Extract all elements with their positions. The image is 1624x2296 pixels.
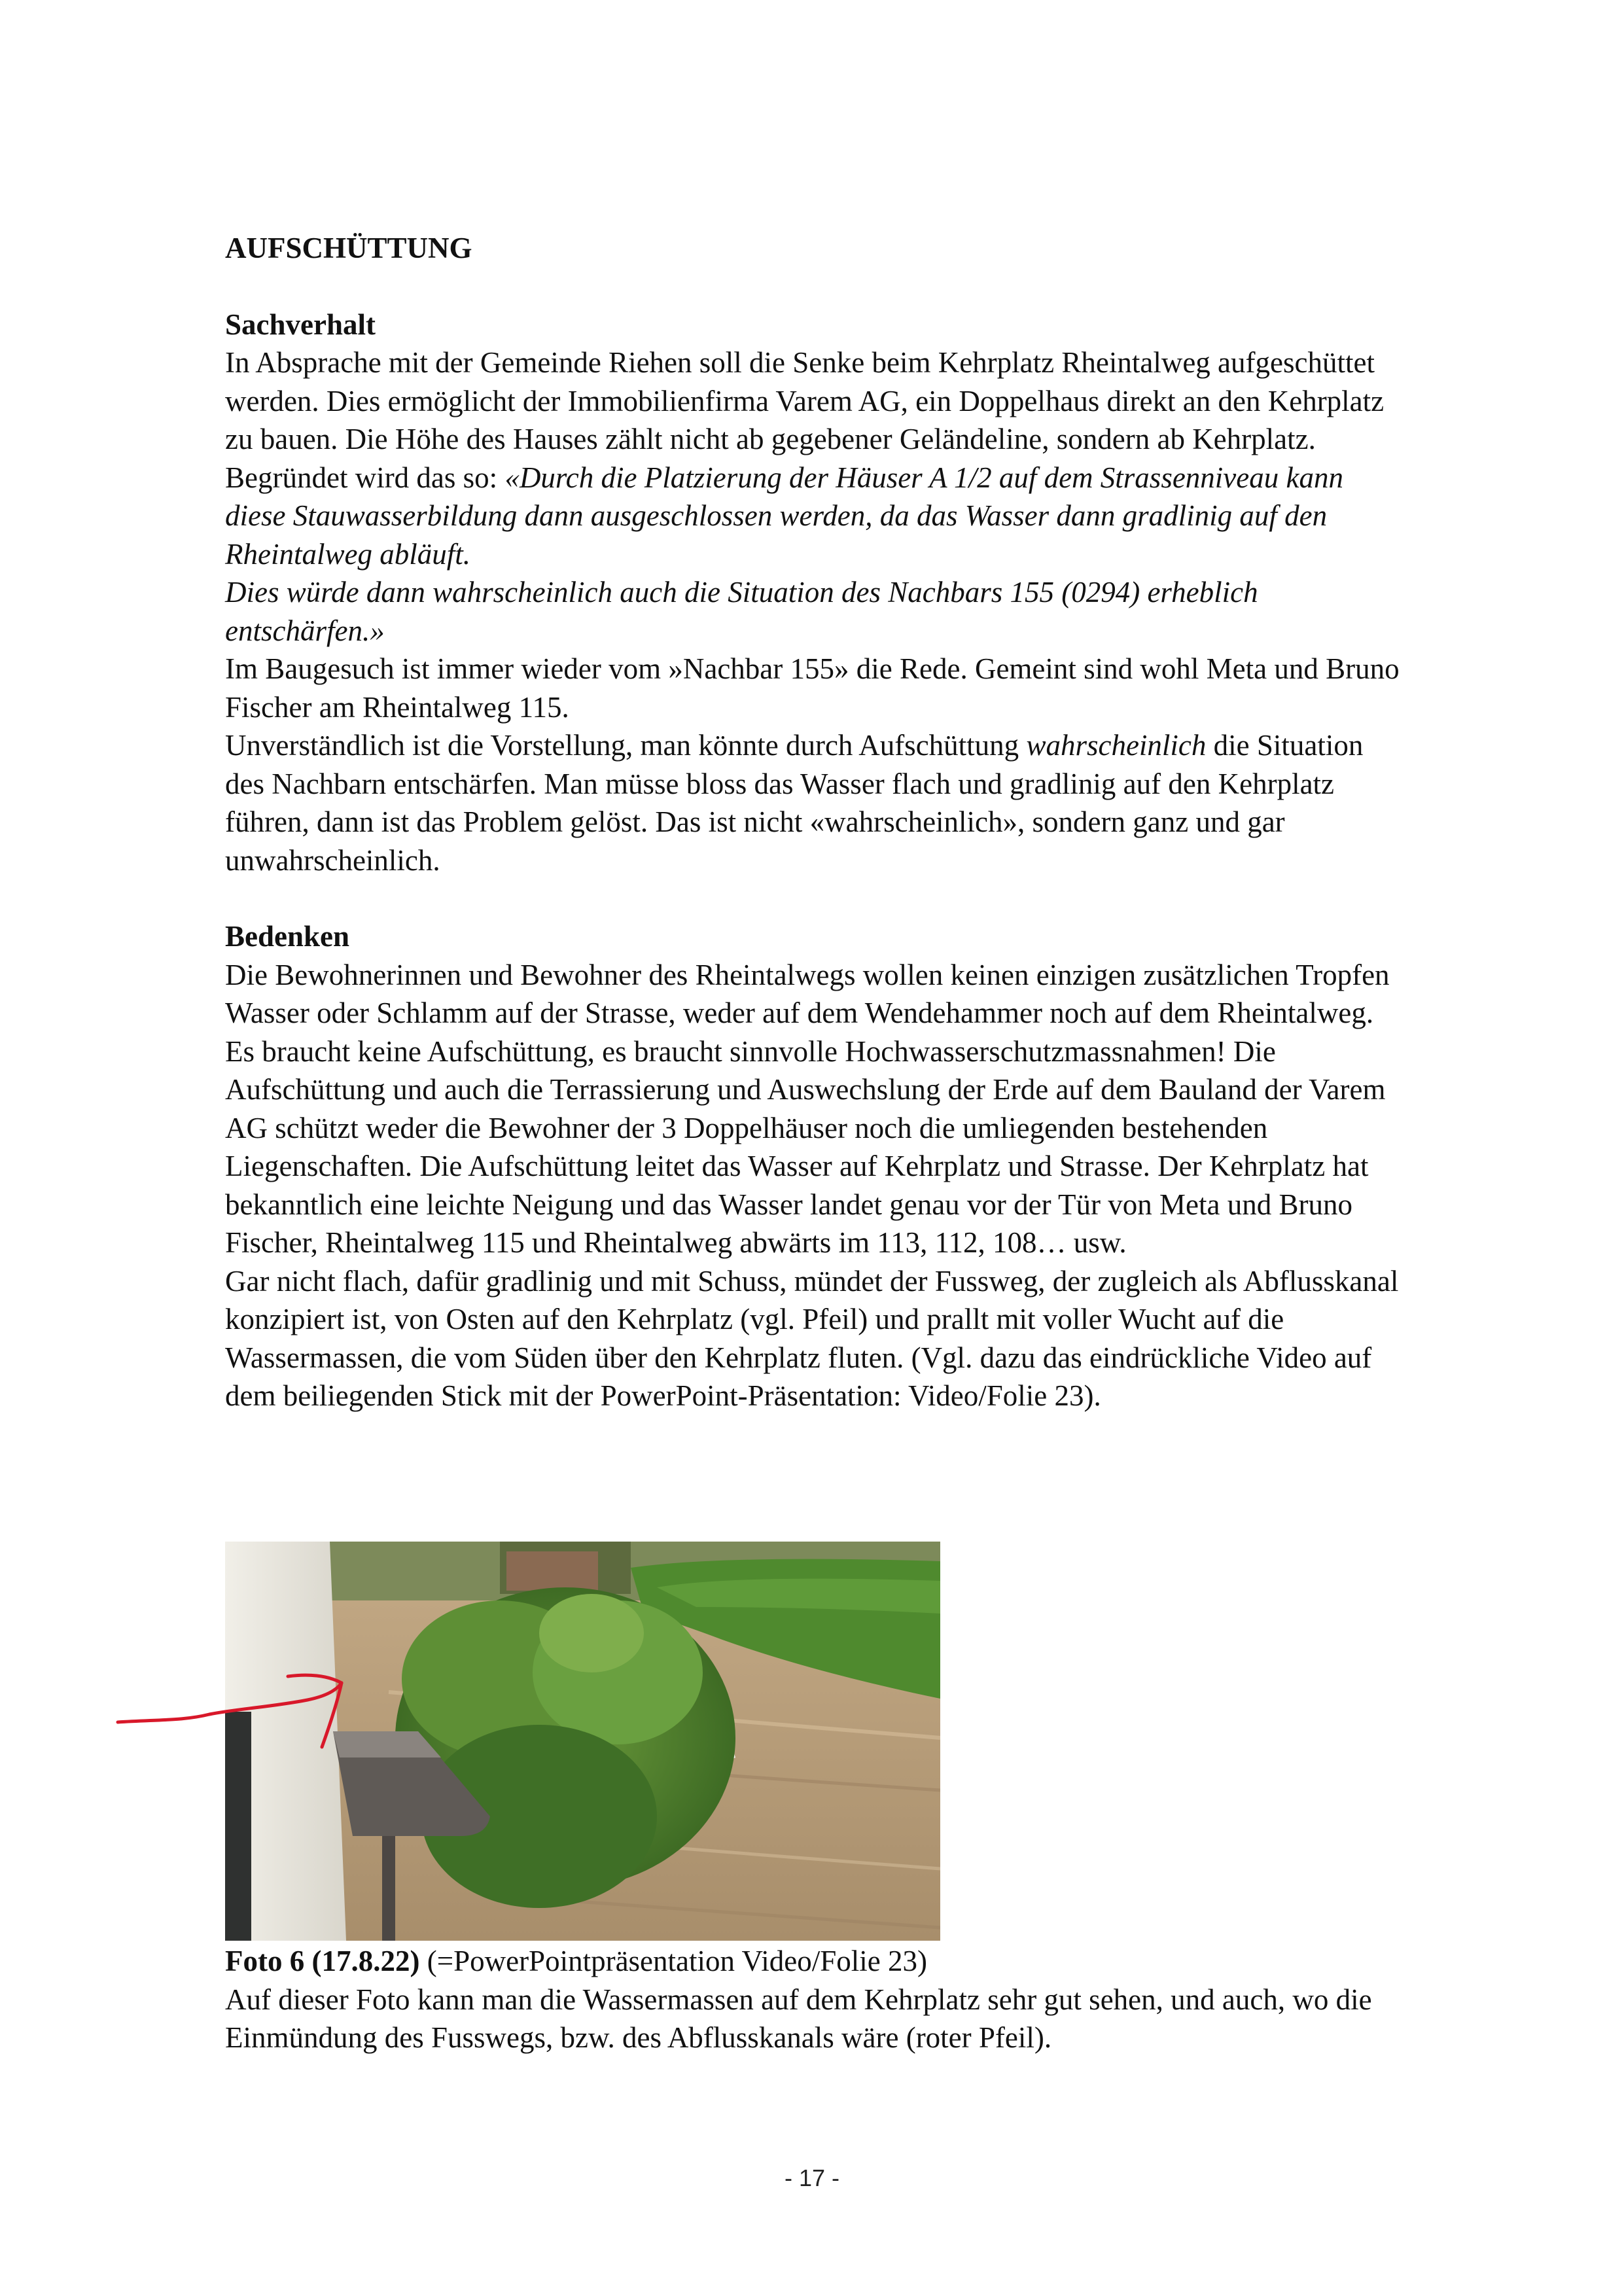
main-text <box>225 229 1403 1415</box>
quote-intro: Begründet wird das so: <box>225 461 505 494</box>
paragraph: In Absprache mit der Gemeinde Riehen soll die Senke beim Kehrplatz Rheintalweg aufgeschüttet werden. Dies ermöglicht der Immobilienfirma Varem AG, ein Doppelhaus direkt an den Kehrplatz zu bauen. Die Höhe des Hauses zählt nicht ab gegebener Geländeline, sondern ab Kehrplatz. <box>225 346 1385 455</box>
paragraph: Gar nicht flach, dafür gradlinig und mit Schuss, mündet der Fussweg, der zugleich als Abflusskanal konzipiert ist, von Osten auf den Kehrplatz (vgl. Pfeil) und prallt mit voller Wucht auf die Wassermassen, die vom Süden über den Kehrplatz fluten. (Vgl. dazu das eindrückliche Video auf dem beiliegenden Stick mit der PowerPoint-Präsentation: Video/Folie 23). <box>225 1264 1399 1412</box>
caption-text: Auf dieser Foto kann man die Wassermassen auf dem Kehrplatz sehr gut sehen, und auch, wo die Einmündung des Fusswegs, bzw. des Abflusskanals wäre (roter Pfeil). <box>225 1983 1372 2054</box>
caption-reference: (=PowerPointpräsentation Video/Folie 23) <box>419 1945 927 1977</box>
text-run: Unverständlich ist die Vorstellung, man könnte durch Aufschüttung <box>225 729 1027 762</box>
section-heading-sachverhalt: Sachverhalt <box>225 308 376 341</box>
paragraph: Im Baugesuch ist immer wieder vom »Nachbar 155» die Rede. Gemeint sind wohl Meta und Bruno Fischer am Rheintalweg 115. <box>225 652 1400 724</box>
document-title: AUFSCHÜTTUNG <box>225 232 472 264</box>
section-heading-bedenken: Bedenken <box>225 920 350 953</box>
quote-text: Dies würde dann wahrscheinlich auch die Situation des Nachbars 155 (0294) erheblich entschärfen.» <box>225 576 1258 647</box>
emphasis-text: wahrscheinlich <box>1026 729 1207 762</box>
quote-paragraph <box>225 573 1403 650</box>
caption-line <box>225 1942 1403 1981</box>
caption-label: Foto 6 (17.8.22) <box>225 1945 420 1977</box>
paragraph: Die Bewohnerinnen und Bewohner des Rheintalwegs wollen keinen einzigen zusätzlichen Tropfen Wasser oder Schlamm auf der Strasse, weder auf dem Wendehammer noch auf dem Rheintalweg. Es braucht keine Aufschüttung, es braucht sinnvolle Hochwasserschutzmassnahmen! Die Aufschüttung und auch die Terrassierung und Auswechslung der Erde auf dem Bauland der Varem AG schützt weder die Bewohner der 3 Doppelhäuser noch die umliegenden bestehenden Liegenschaften. Die Aufschüttung leitet das Wasser auf Kehrplatz und Strasse. Der Kehrplatz hat bekanntlich eine leichte Neigung und das Wasser landet genau vor der Tür von Meta und Bruno Fischer, Rheintalweg 115 und Rheintalweg abwärts im 113, 112, 108… usw. <box>225 958 1390 1259</box>
paragraph <box>225 726 1403 879</box>
quote-text: «Durch die Platzierung der Häuser A 1/2 auf dem Strassenniveau kann diese Stauwasserbildung dann ausgeschlossen werden, da das Wasser dann gradlinig auf den Rheintalweg abläuft. <box>225 461 1343 571</box>
page-number: - 17 - <box>784 2164 840 2191</box>
text-run: die Situation des Nachbarn entschärfen. Man müsse bloss das Wasser flach und gradlinig auf den Kehrplatz führen, dann ist das Problem gelöst. Das ist nicht «wahrscheinlich», sondern ganz und gar unwahrscheinlich. <box>225 729 1364 877</box>
red-arrow-icon <box>111 1649 360 1767</box>
photo-caption <box>225 1942 1403 2057</box>
paragraph-with-quote <box>225 459 1403 574</box>
